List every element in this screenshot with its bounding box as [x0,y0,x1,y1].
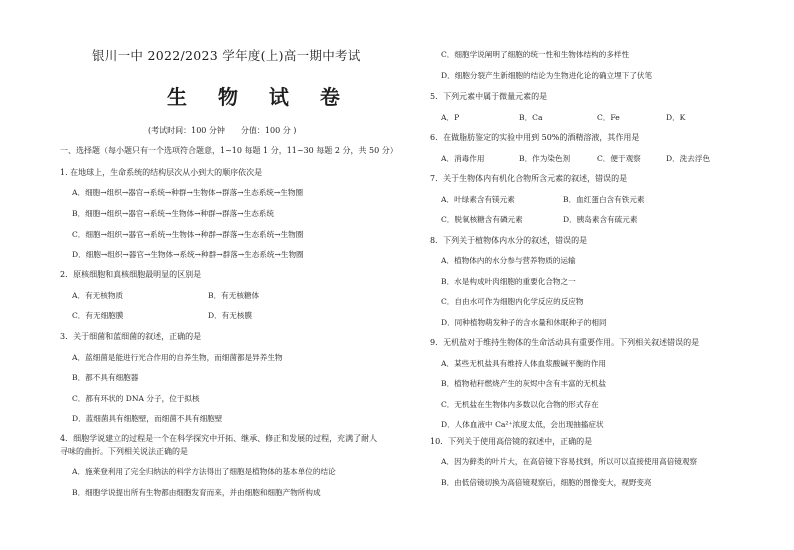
question-1-stem: 1. 在地球上，生命系统的结构层次从小到大的顺序依次是 [60,168,263,177]
question-2-option-b: B．有无核糖体 [208,291,260,300]
question-1-option-d: D．细胞→组织→器官→生物体→系统→种群→群落→生态系统→生物圈 [72,250,304,259]
question-4-option-a: A．施莱登利用了完全归纳法的科学方法得出了细胞是植物体的基本单位的结论 [72,467,336,476]
question-8-option-a: A．植物体内的水分参与营养物质的运输 [441,256,576,265]
question-3-option-c: C．都有环状的 DNA 分子，位于拟核 [72,394,200,403]
question-1-option-b: B．细胞→组织→器官→系统→生物体→种群→群落→生态系统 [72,209,274,218]
question-8-option-d: D．同种植物萌发种子的含水量和休眠种子的相同 [441,318,607,327]
question-5-option-a: A．P [441,113,460,122]
question-5-option-c: C．Fe [597,113,620,122]
question-10-option-b: B．由低倍镜切换为高倍镜观察后，细胞的图像变大，视野变亮 [441,478,652,487]
section-title: 一、选择题（每小题只有一个选项符合题意，1~10 每题 1 分，11~30 每题 2 分，共 50 分） [60,146,398,155]
question-4-stem-line-1: 4．细胞学说建立的过程是一个在科学探究中开拓、继承、修正和发展的过程，充满了耐人 [60,434,378,443]
question-9-option-b: B．植物秸秆燃烧产生的灰烬中含有丰富的无机盐 [441,379,607,388]
question-6-option-c: C．便于观察 [597,154,641,163]
question-7-option-c: C．脱氧核糖含有磷元素 [441,215,523,224]
exam-title: 银川一中 2022/2023 学年度(上)高一期中考试 [92,48,361,63]
subject-title: 生 物 试 卷 [167,85,352,109]
question-9-stem: 9．无机盐对于维持生物体的生命活动具有重要作用。下列相关叙述错误的是 [430,338,700,347]
question-4-option-b: B．细胞学说提出所有生物都由细胞发育而来，并由细胞和细胞产物所构成 [72,488,321,497]
question-7-option-b: B．血红蛋白含有铁元素 [563,195,645,204]
question-10-stem: 10．下列关于使用高倍镜的叙述中，正确的是 [430,437,593,446]
question-3-stem: 3．关于细菌和蓝细菌的叙述，正确的是 [60,332,202,341]
question-2-option-c: C．有无细胞膜 [72,311,124,320]
question-4-option-d: D．细胞分裂产生新细胞的结论为生物进化论的确立埋下了伏笔 [441,71,653,80]
question-7-option-d: D．胰岛素含有硫元素 [563,215,638,224]
exam-info: (考试时间：100 分钟 分值：100 分 ) [148,126,297,135]
question-7-stem: 7．关于生物体内有机化合物所含元素的叙述，错误的是 [430,174,628,183]
question-5-stem: 5．下列元素中属于微量元素的是 [430,92,548,101]
question-5-option-b: B．Ca [519,113,543,122]
question-2-option-a: A．有无核物质 [72,291,124,300]
question-7-option-a: A．叶绿素含有镁元素 [441,195,515,204]
question-1-option-c: C．细胞→组织→器官→系统→生物体→种群→群落→生态系统→生物圈 [72,230,304,239]
question-8-stem: 8．下列关于植物体内水分的叙述，错误的是 [430,236,588,245]
question-9-option-c: C．无机盐在生物体内多数以化合物的形式存在 [441,400,599,409]
question-3-option-a: A．蓝细菌是能进行光合作用的自养生物，而细菌都是异养生物 [72,353,283,362]
question-8-option-c: C．自由水可作为细胞内化学反应的反应物 [441,297,584,306]
question-1-option-a: A．细胞→组织→器官→系统→种群→生物体→群落→生态系统→生物圈 [72,188,304,197]
question-4-stem-line-2: 寻味的曲折。下列相关说法正确的是 [60,447,188,456]
question-6-option-d: D．洗去浮色 [666,154,711,163]
question-9-option-d: D．人体血液中 Ca²⁺浓度太低，会出现抽搐症状 [441,420,604,429]
question-2-option-d: D．有无核膜 [208,311,253,320]
question-3-option-b: B．都不具有细胞器 [72,373,139,382]
question-10-option-a: A．因为藓类的叶片大，在高倍镜下容易找到，所以可以直接使用高倍镜观察 [441,457,698,466]
question-9-option-a: A．某些无机盐具有维持人体血浆酸碱平衡的作用 [441,359,606,368]
question-6-stem: 6．在做脂肪鉴定的实验中用到 50%的酒精溶液，其作用是 [430,133,640,142]
question-2-stem: 2．原核细胞和真核细胞最明显的区别是 [60,270,202,279]
question-5-option-d: D．K [666,113,686,122]
question-3-option-d: D．蓝细菌具有细胞壁，而细菌不具有细胞壁 [72,414,223,423]
question-6-option-b: B．作为染色剂 [519,154,571,163]
question-6-option-a: A．消毒作用 [441,154,485,163]
question-8-option-b: B．水是构成叶肉细胞的重要化合物之一 [441,277,576,286]
question-4-option-c: C．细胞学说阐明了细胞的统一性和生物体结构的多样性 [441,50,630,59]
